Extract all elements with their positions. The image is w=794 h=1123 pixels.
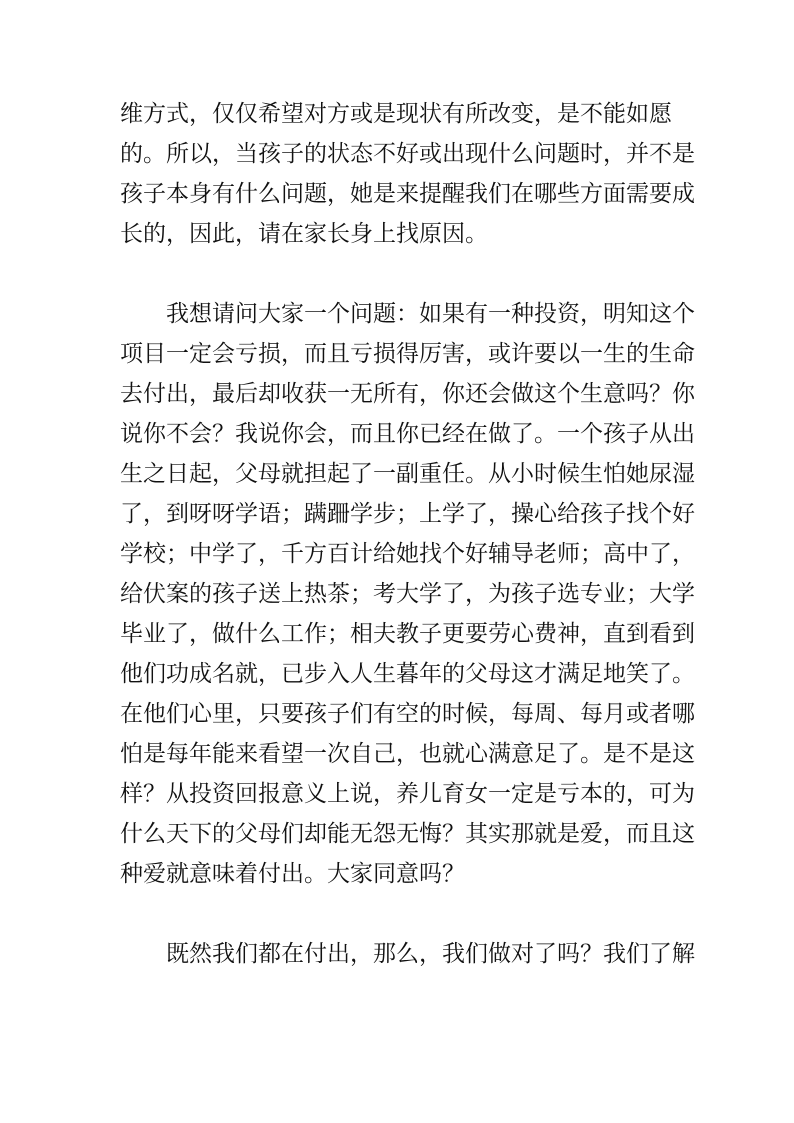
- text-line: 在他们心里，只要孩子们有空的时候，每周、每月或者哪: [120, 701, 695, 727]
- text-line: 项目一定会亏损，而且亏损得厉害，或许要以一生的生命: [120, 341, 695, 367]
- text-line: 给伏案的孩子送上热茶；考大学了，为孩子选专业；大学: [120, 581, 695, 607]
- paragraph-3: [120, 934, 695, 974]
- text-line: 什么天下的父母们却能无怨无悔？其实那就是爱，而且这: [120, 821, 695, 847]
- text-line: 长的，因此，请在家长身上找原因。: [120, 221, 488, 247]
- text-line: 他们功成名就，已步入人生暮年的父母这才满足地笑了。: [120, 661, 695, 687]
- text-line: 了，到呀呀学语；蹒跚学步；上学了，操心给孩子找个好: [120, 501, 695, 527]
- text-line: 的。所以，当孩子的状态不好或出现什么问题时，并不是: [120, 141, 695, 167]
- text-line: 种爱就意味着付出。大家同意吗？: [120, 861, 465, 887]
- text-line: 样？从投资回报意义上说，养儿育女一定是亏本的，可为: [120, 781, 695, 807]
- text-line: 生之日起，父母就担起了一副重任。从小时候生怕她尿湿: [120, 461, 695, 487]
- document-page: [120, 94, 695, 974]
- paragraph-gap: [120, 254, 676, 294]
- text-line: 既然我们都在付出，那么，我们做对了吗？我们了解: [166, 941, 695, 967]
- text-line: 说你不会？我说你会，而且你已经在做了。一个孩子从出: [120, 421, 695, 447]
- paragraph-gap: [120, 894, 676, 934]
- paragraph-2: [120, 294, 695, 894]
- paragraph-1: [120, 94, 695, 254]
- text-line: 孩子本身有什么问题，她是来提醒我们在哪些方面需要成: [120, 181, 695, 207]
- text-line: 维方式，仅仅希望对方或是现状有所改变，是不能如愿: [120, 101, 672, 127]
- text-line: 毕业了，做什么工作；相夫教子更要劳心费神，直到看到: [120, 621, 695, 647]
- text-line: 我想请问大家一个问题：如果有一种投资，明知这个: [166, 301, 695, 327]
- text-line: 去付出，最后却收获一无所有，你还会做这个生意吗？你: [120, 381, 695, 407]
- text-line: 怕是每年能来看望一次自己，也就心满意足了。是不是这: [120, 741, 695, 767]
- text-line: 学校；中学了，千方百计给她找个好辅导老师；高中了，: [120, 541, 695, 567]
